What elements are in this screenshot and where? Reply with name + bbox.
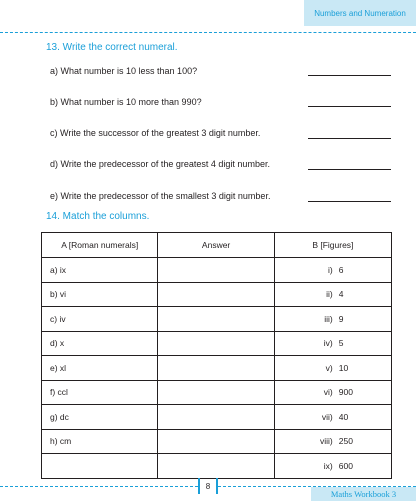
table-row — [42, 356, 392, 381]
figure-label: ii) — [326, 289, 333, 300]
figure-cell — [274, 429, 391, 454]
roman-numeral-cell: c) iv — [42, 307, 158, 332]
figure-value: 9 — [338, 313, 344, 324]
figure-value: 6 — [338, 264, 344, 275]
figure-value: 250 — [338, 436, 353, 447]
figure-value: 900 — [338, 387, 353, 398]
answer-line-d[interactable] — [308, 169, 391, 170]
column-header-b: B [Figures] — [274, 233, 391, 258]
figure-label: ix) — [323, 460, 333, 471]
table-row — [42, 380, 392, 405]
figure-label: viii) — [319, 436, 333, 447]
answer-cell[interactable] — [158, 331, 274, 356]
figure-label: vii) — [321, 411, 333, 422]
table-row — [42, 454, 392, 479]
roman-numeral-cell: d) x — [42, 331, 158, 356]
figure-label: iii) — [324, 313, 333, 324]
figure-cell — [274, 405, 391, 430]
figure-label: v) — [325, 362, 333, 373]
question-13-title: 13. Write the correct numeral. — [46, 42, 178, 53]
roman-numeral-cell: a) ix — [42, 258, 158, 283]
answer-cell[interactable] — [158, 454, 274, 479]
figure-label: vi) — [323, 387, 333, 398]
figure-value: 40 — [338, 411, 349, 422]
question-13-item-c: c) Write the successor of the greatest 3 digit number. — [50, 128, 261, 138]
answer-cell[interactable] — [158, 405, 274, 430]
figure-value: 5 — [338, 338, 344, 349]
footer-divider-left — [0, 486, 198, 487]
roman-numeral-cell: h) cm — [42, 429, 158, 454]
column-header-a: A [Roman numerals] — [42, 233, 158, 258]
answer-cell[interactable] — [158, 307, 274, 332]
header-section-label: Numbers and Numeration — [304, 0, 416, 26]
table-row — [42, 405, 392, 430]
figure-label: i) — [328, 264, 333, 275]
table-row — [42, 307, 392, 332]
answer-line-b[interactable] — [308, 106, 391, 107]
roman-numeral-cell — [42, 454, 158, 479]
table-header-row — [42, 233, 392, 258]
footer-book-title: Maths Workbook 3 — [311, 487, 416, 501]
figure-cell — [274, 258, 391, 283]
answer-line-e[interactable] — [308, 201, 391, 202]
roman-numeral-cell: e) xl — [42, 356, 158, 381]
answer-cell[interactable] — [158, 258, 274, 283]
figure-value: 600 — [338, 460, 353, 471]
question-13-item-e: e) Write the predecessor of the smallest 3 digit number. — [50, 191, 271, 201]
answer-cell[interactable] — [158, 380, 274, 405]
roman-numeral-cell: f) ccl — [42, 380, 158, 405]
answer-line-a[interactable] — [308, 75, 391, 76]
question-13-item-d: d) Write the predecessor of the greatest 4 digit number. — [50, 159, 270, 169]
match-columns-table — [41, 232, 392, 479]
question-14-title: 14. Match the columns. — [46, 211, 150, 222]
table-row — [42, 258, 392, 283]
figure-cell — [274, 331, 391, 356]
question-13-item-a: a) What number is 10 less than 100? — [50, 66, 198, 76]
figure-cell — [274, 307, 391, 332]
answer-line-c[interactable] — [308, 138, 391, 139]
figure-cell — [274, 356, 391, 381]
roman-numeral-cell: g) dc — [42, 405, 158, 430]
table-row — [42, 331, 392, 356]
answer-cell[interactable] — [158, 282, 274, 307]
figure-cell — [274, 454, 391, 479]
figure-value: 4 — [338, 289, 344, 300]
page-number: 8 — [198, 478, 218, 494]
table-row — [42, 282, 392, 307]
figure-value: 10 — [338, 362, 349, 373]
table-row — [42, 429, 392, 454]
header-divider — [0, 32, 416, 33]
answer-cell[interactable] — [158, 429, 274, 454]
answer-cell[interactable] — [158, 356, 274, 381]
roman-numeral-cell: b) vi — [42, 282, 158, 307]
figure-cell — [274, 282, 391, 307]
figure-label: iv) — [323, 338, 333, 349]
figure-cell — [274, 380, 391, 405]
question-13-item-b: b) What number is 10 more than 990? — [50, 97, 202, 107]
column-header-answer: Answer — [158, 233, 274, 258]
